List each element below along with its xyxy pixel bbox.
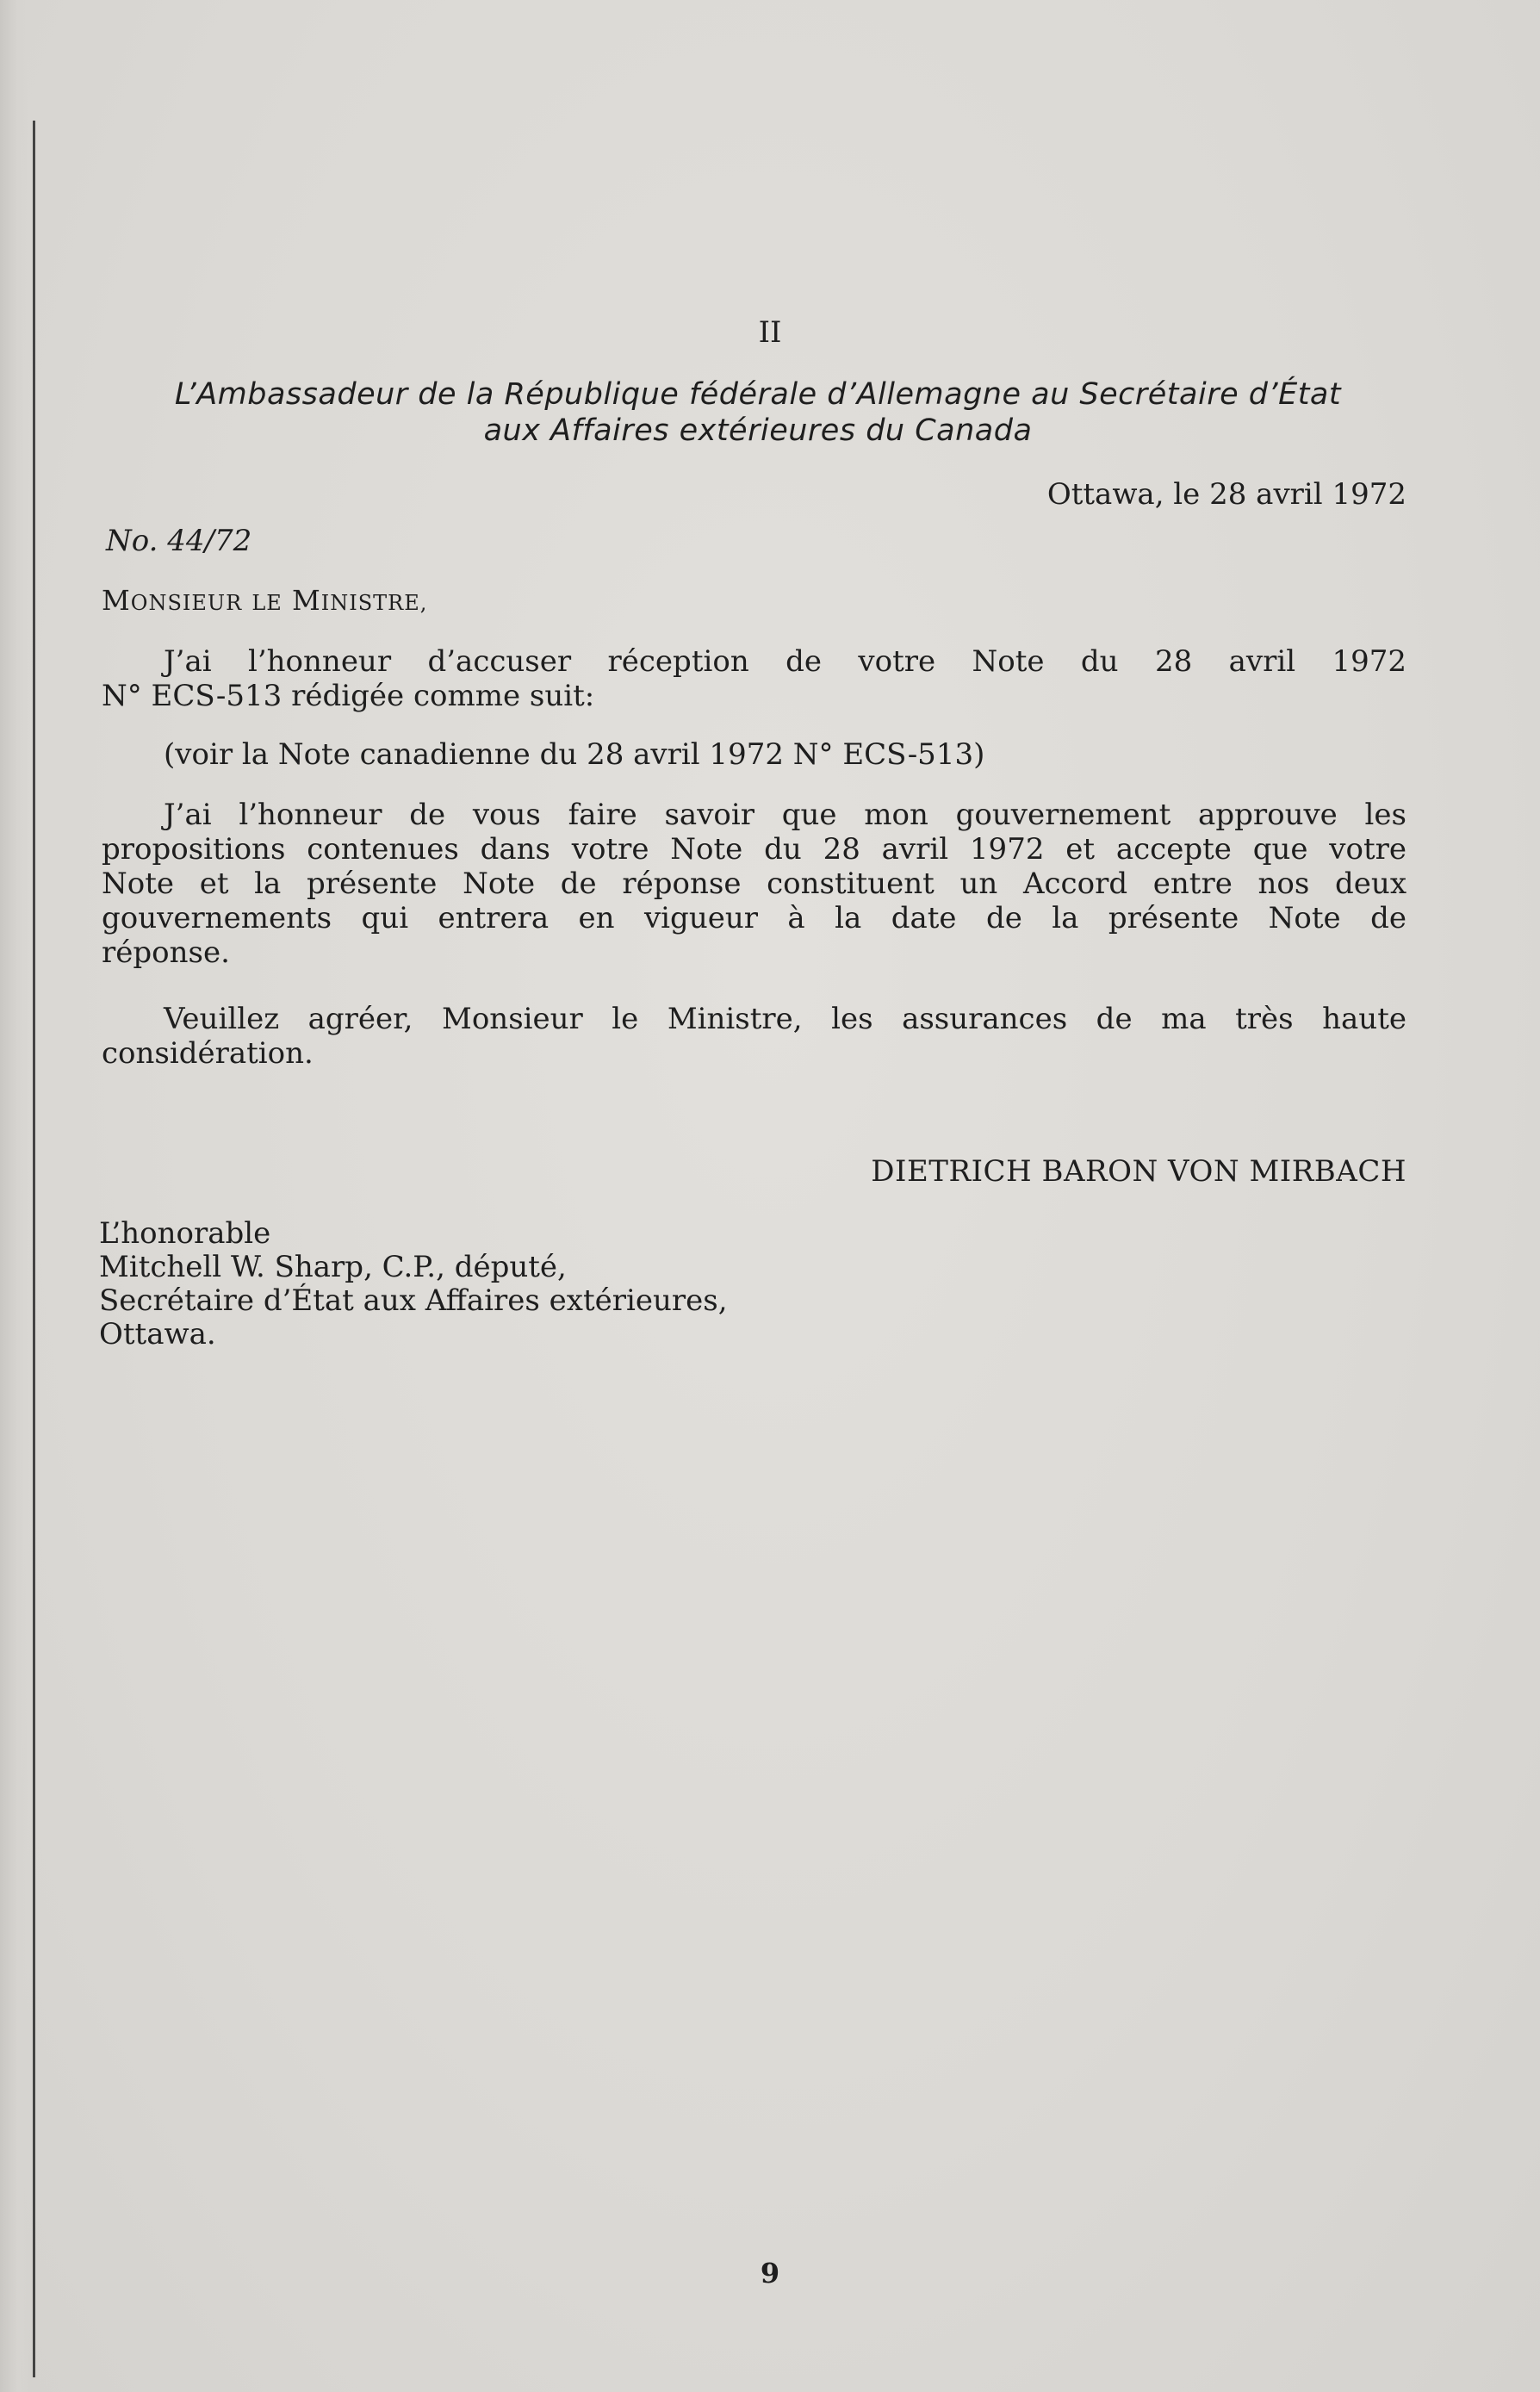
- paragraph-line: réponse.: [102, 935, 230, 970]
- addressee-line: Mitchell W. Sharp, C.P., député,: [99, 1250, 567, 1284]
- signature: DIETRICH BARON VON MIRBACH: [871, 1154, 1406, 1189]
- reference-number: No. 44/72: [106, 524, 252, 558]
- page-number: 9: [760, 2257, 780, 2289]
- paragraph-line: Veuillez agréer, Monsieur le Ministre, les assurances de ma très haute: [164, 1002, 1406, 1036]
- paragraph-line: N° ECS-513 rédigée comme suit:: [102, 679, 595, 713]
- paragraph-line: considération.: [102, 1036, 314, 1071]
- addressee-block: [99, 1217, 728, 1351]
- paragraph-line: (voir la Note canadienne du 28 avril 1972 N° ECS-513): [164, 737, 985, 772]
- heading-line-2: aux Affaires extérieures du Canada: [483, 413, 1033, 448]
- paragraph-approval: [102, 798, 1406, 970]
- heading-line-1: L’Ambassadeur de la République fédérale d’Allemagne au Secrétaire d’État: [174, 377, 1342, 412]
- paragraph-line: J’ai l’honneur de vous faire savoir que mon gouvernement approuve les: [164, 798, 1406, 832]
- section-number: II: [758, 315, 782, 350]
- addressee-line: Secrétaire d’État aux Affaires extérieures,: [99, 1283, 728, 1318]
- paragraph-acknowledgement: [102, 644, 1406, 713]
- binding-shadow-line: [33, 121, 35, 2377]
- addressee-line: Ottawa.: [99, 1317, 216, 1351]
- addressee-line: L’honorable: [99, 1216, 271, 1251]
- paragraph-closing: [102, 1002, 1406, 1071]
- paragraph-reference-note: [102, 737, 1406, 772]
- paragraph-line: gouvernements qui entrera en vigueur à la date de la présente Note de: [102, 901, 1406, 935]
- place-date: Ottawa, le 28 avril 1972: [1046, 477, 1406, 512]
- paragraph-line: Note et la présente Note de réponse constituent un Accord entre nos deux: [102, 867, 1406, 901]
- salutation-text: MONSIEUR LE MINISTRE,: [102, 584, 428, 617]
- salutation: [102, 584, 427, 617]
- binding-edge: [0, 0, 29, 2392]
- paragraph-line: propositions contenues dans votre Note du 28 avril 1972 et accepte que votre: [102, 832, 1406, 867]
- paragraph-line: J’ai l’honneur d’accuser réception de votre Note du 28 avril 1972: [164, 644, 1406, 679]
